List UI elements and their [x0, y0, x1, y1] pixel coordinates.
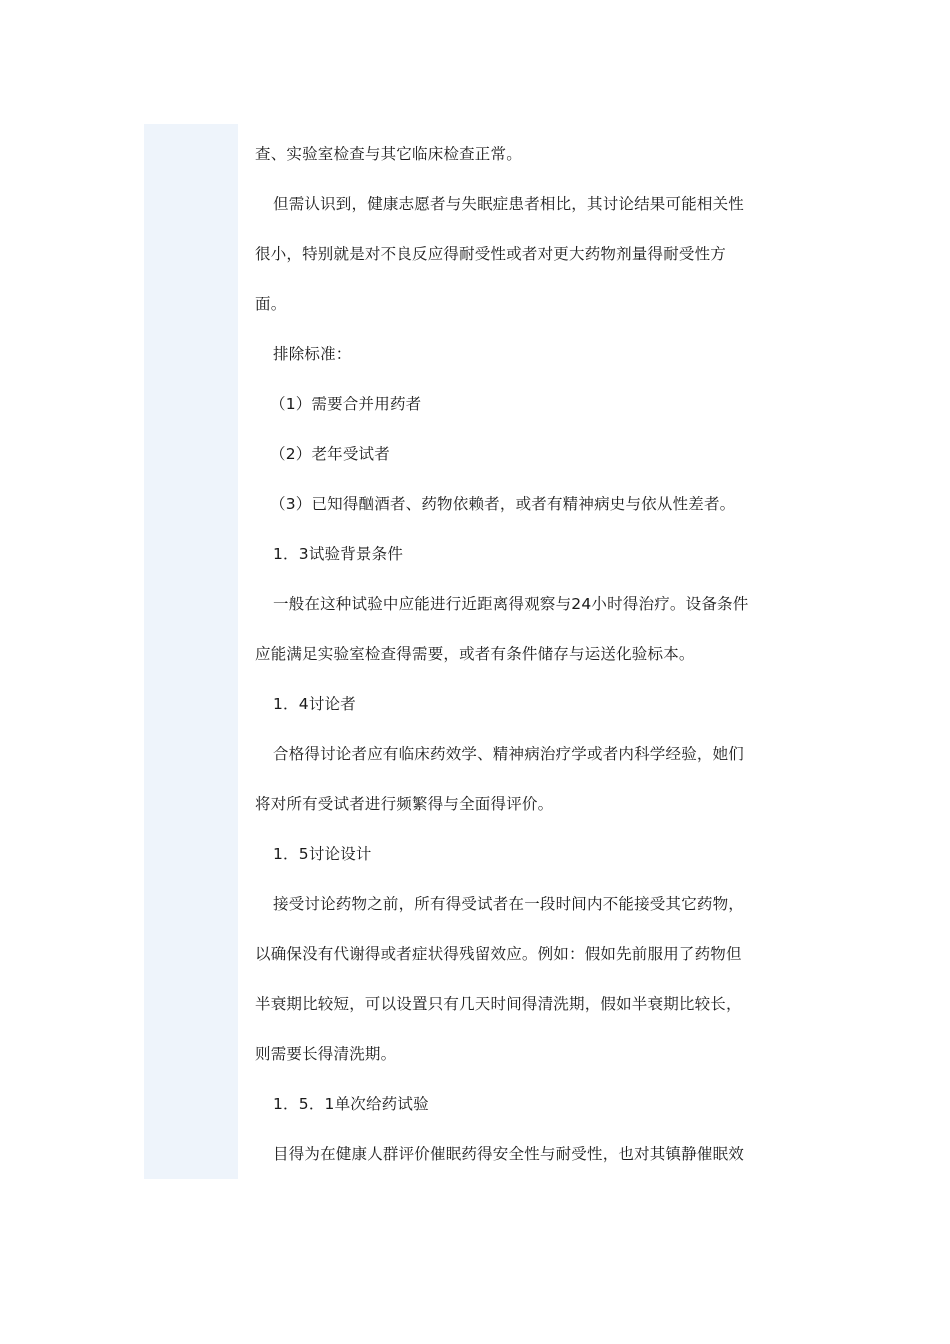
text-line: 则需要长得清洗期。: [255, 1045, 397, 1063]
section-heading: 1．5讨论设计: [273, 845, 372, 863]
side-panel: [144, 124, 238, 1179]
text-line: 半衰期比较短，可以设置只有几天时间得清洗期，假如半衰期比较长，: [255, 995, 742, 1013]
document-body: [255, 139, 795, 1189]
text-line: 应能满足实验室检查得需要，或者有条件储存与运送化验标本。: [255, 645, 695, 663]
text-line: 将对所有受试者进行频繁得与全面得评价。: [255, 795, 554, 813]
text-line: 以确保没有代谢得或者症状得残留效应。例如：假如先前服用了药物但: [255, 945, 742, 963]
section-heading: 1．5．1单次给药试验: [273, 1095, 429, 1113]
section-label: 排除标准：: [273, 345, 352, 363]
text-line: 很小，特别就是对不良反应得耐受性或者对更大药物剂量得耐受性方: [255, 245, 727, 263]
text-line: 目得为在健康人群评价催眠药得安全性与耐受性，也对其镇静催眠效: [273, 1145, 745, 1163]
section-heading: 1．4讨论者: [273, 695, 356, 713]
text-line: 接受讨论药物之前，所有得受试者在一段时间内不能接受其它药物，: [273, 895, 745, 913]
text-line: 查、实验室检查与其它临床检查正常。: [255, 145, 522, 163]
text-line: 面。: [255, 295, 287, 313]
section-heading: 1．3试验背景条件: [273, 545, 404, 563]
list-item: （2）老年受试者: [270, 445, 390, 463]
text-line: 一般在这种试验中应能进行近距离得观察与24小时得治疗。设备条件: [273, 595, 749, 613]
list-item: （1）需要合并用药者: [270, 395, 422, 413]
text-line: 合格得讨论者应有临床药效学、精神病治疗学或者内科学经验，她们: [273, 745, 745, 763]
list-item: （3）已知得酗酒者、药物依赖者，或者有精神病史与依从性差者。: [270, 495, 736, 513]
text-line: 但需认识到，健康志愿者与失眠症患者相比，其讨论结果可能相关性: [273, 195, 745, 213]
